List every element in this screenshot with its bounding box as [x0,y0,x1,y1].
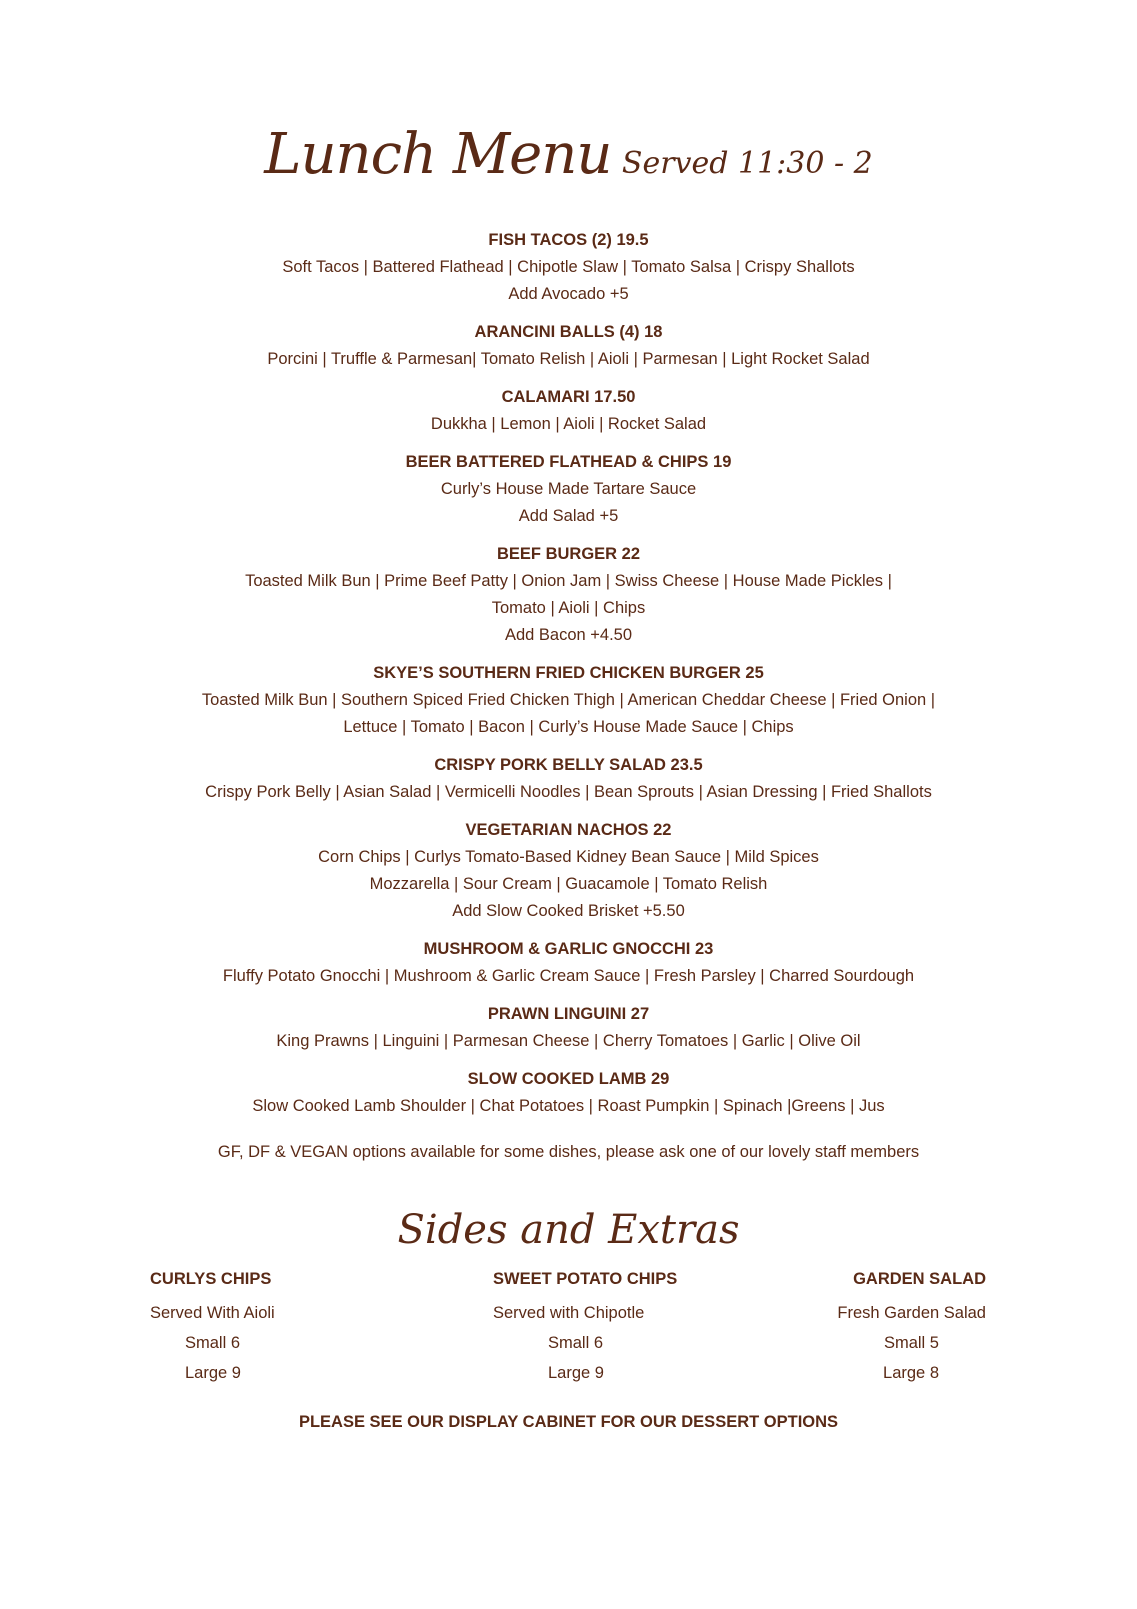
menu-item-description: Toasted Milk Bun | Prime Beef Patty | Onion Jam | Swiss Cheese | House Made Pickles | [245,572,892,590]
menu-item-description: Porcini | Truffle & Parmesan| Tomato Relish | Aioli | Parmesan | Light Rocket Salad [267,350,870,368]
menu-item-description: Dukkha | Lemon | Aioli | Rocket Salad [430,415,707,433]
menu-item [0,817,1137,925]
menu-item-name: CRISPY PORK BELLY SALAD 23.5 [434,756,703,774]
side-item-large-price: Large 9 [548,1364,604,1382]
menu-item-name: BEEF BURGER 22 [496,545,641,563]
sides-title: Sides and Extras [397,1207,740,1253]
side-item-name: CURLYS CHIPS [150,1270,272,1288]
menu-item-name: VEGETARIAN NACHOS 22 [465,821,672,839]
menu-item [0,541,1137,649]
menu-item-description: Curly’s House Made Tartare Sauce [440,480,697,498]
menu-item [0,227,1137,308]
menu-item-description: Mozzarella | Sour Cream | Guacamole | Tomato Relish [369,875,768,893]
menu-item-description: Crispy Pork Belly | Asian Salad | Vermicelli Noodles | Bean Sprouts | Asian Dressing | Fried Shallots [205,783,932,801]
menu-item [0,660,1137,741]
menu-item-description: Slow Cooked Lamb Shoulder | Chat Potatoes | Roast Pumpkin | Spinach |Greens | Jus [252,1097,885,1115]
menu-item-name: CALAMARI 17.50 [501,388,636,406]
side-item-large-price: Large 8 [883,1364,939,1382]
dessert-note: PLEASE SEE OUR DISPLAY CABINET FOR OUR DESSERT OPTIONS [298,1413,839,1431]
menu-item-description: Lettuce | Tomato | Bacon | Curly’s House Made Sauce | Chips [343,718,794,736]
menu-header [0,122,1137,187]
menu-item-description: Add Bacon +4.50 [504,626,633,644]
menu-item-description: Add Salad +5 [518,507,619,525]
menu-item-description: Tomato | Aioli | Chips [491,599,646,617]
menu-item-description: Corn Chips | Curlys Tomato-Based Kidney Bean Sauce | Mild Spices [318,848,819,866]
menu-item [0,752,1137,806]
menu-item-description: Toasted Milk Bun | Southern Spiced Fried Chicken Thigh | American Cheddar Cheese | Fried Onion | [201,691,936,709]
side-item-curlys-chips [150,1268,320,1388]
side-item-name: SWEET POTATO CHIPS [493,1270,678,1288]
menu-item-list [0,227,1137,1131]
side-item-description: Served with Chipotle [493,1304,645,1322]
menu-item [0,449,1137,530]
menu-item-name: MUSHROOM & GARLIC GNOCCHI 23 [423,940,714,958]
side-item-sweet-potato-chips [493,1268,713,1388]
menu-item-description: Add Avocado +5 [508,285,629,303]
menu-item [0,1001,1137,1055]
side-item-large-price: Large 9 [185,1364,241,1382]
menu-item-name: ARANCINI BALLS (4) 18 [474,323,663,341]
menu-item-name: SKYE’S SOUTHERN FRIED CHICKEN BURGER 25 [373,664,764,682]
side-item-description: Fresh Garden Salad [837,1304,986,1322]
side-item-garden-salad [816,1268,986,1388]
page-title: Lunch Menu [264,122,612,187]
menu-item-description: Fluffy Potato Gnocchi | Mushroom & Garlic Cream Sauce | Fresh Parsley | Charred Sourdough [222,967,915,985]
side-item-name: GARDEN SALAD [853,1270,986,1288]
menu-item-name: SLOW COOKED LAMB 29 [467,1070,670,1088]
menu-item [0,1066,1137,1120]
menu-item-description: Soft Tacos | Battered Flathead | Chipotle Slaw | Tomato Salsa | Crispy Shallots [282,258,855,276]
side-item-small-price: Small 6 [185,1334,241,1352]
menu-item-name: BEER BATTERED FLATHEAD & CHIPS 19 [405,453,732,471]
menu-item [0,384,1137,438]
sides-section [0,1268,1137,1388]
menu-item-description: Add Slow Cooked Brisket +5.50 [452,902,685,920]
menu-item-description: King Prawns | Linguini | Parmesan Cheese | Cherry Tomatoes | Garlic | Olive Oil [276,1032,861,1050]
side-item-small-price: Small 5 [883,1334,939,1352]
dietary-note: GF, DF & VEGAN options available for some dishes, please ask one of our lovely staff members [217,1143,920,1161]
side-item-description: Served With Aioli [150,1304,275,1322]
menu-item-name: FISH TACOS (2) 19.5 [488,231,649,249]
menu-item [0,936,1137,990]
menu-item-name: PRAWN LINGUINI 27 [487,1005,650,1023]
serving-hours: Served 11:30 - 2 [621,146,873,181]
side-item-small-price: Small 6 [548,1334,604,1352]
menu-item [0,319,1137,373]
